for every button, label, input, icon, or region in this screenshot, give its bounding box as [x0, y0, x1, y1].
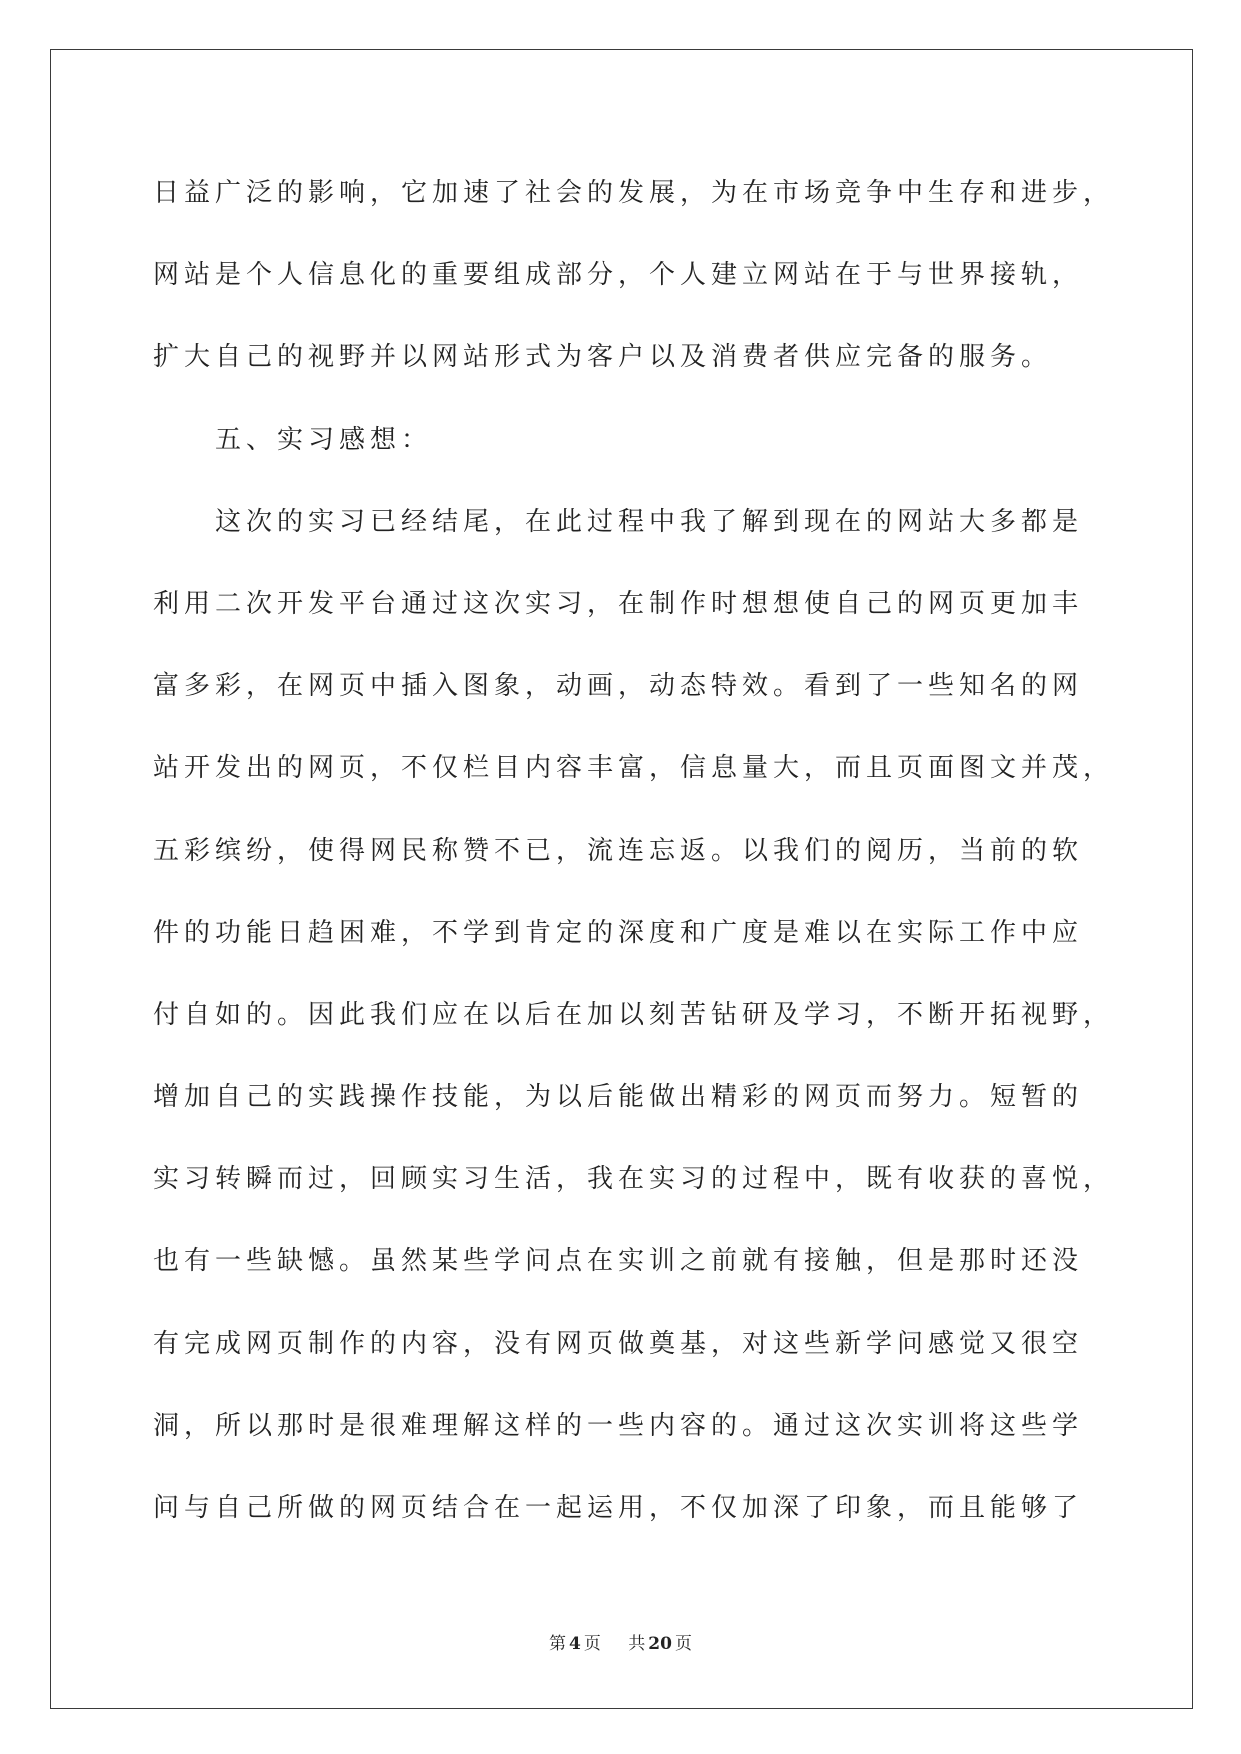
text-line: 有完成网页制作的内容，没有网页做奠基，对这些新学问感觉又很空 — [153, 1328, 1084, 1359]
total-prefix: 共 — [628, 1634, 646, 1654]
text-line: 五彩缤纷，使得网民称赞不已，流连忘返。以我们的阅历，当前的软 — [153, 835, 1084, 866]
text-line: 利用二次开发平台通过这次实习，在制作时想想使自己的网页更加丰 — [153, 588, 1084, 619]
text-line: 也有一些缺憾。虽然某些学问点在实训之前就有接触，但是那时还没 — [153, 1246, 1084, 1277]
text-line: 网站是个人信息化的重要组成部分，个人建立网站在于与世界接轨， — [153, 260, 1084, 291]
page-suffix: 页 — [583, 1634, 601, 1654]
text-line: 富多彩，在网页中插入图象，动画，动态特效。看到了一些知名的网 — [153, 671, 1084, 702]
text-line: 件的功能日趋困难，不学到肯定的深度和广度是难以在实际工作中应 — [153, 917, 1084, 948]
total-suffix: 页 — [674, 1634, 692, 1654]
total-pages-group — [628, 1634, 692, 1654]
text-line: 增加自己的实践操作技能，为以后能做出精彩的网页而努力。短暂的 — [153, 1082, 1084, 1113]
page-number-group — [549, 1634, 606, 1654]
section-heading: 五、实习感想： — [215, 424, 433, 455]
total-pages: 20 — [648, 1634, 672, 1654]
text-line: 站开发出的网页，不仅栏目内容丰富，信息量大，而且页面图文并茂， — [153, 753, 1115, 784]
text-line: 这次的实习已经结尾，在此过程中我了解到现在的网站大多都是 — [215, 506, 1084, 537]
text-line: 问与自己所做的网页结合在一起运用，不仅加深了印象，而且能够了 — [153, 1493, 1084, 1523]
page-footer — [0, 1631, 1241, 1657]
text-line: 洞，所以那时是很难理解这样的一些内容的。通过这次实训将这些学 — [153, 1410, 1084, 1441]
page-prefix: 第 — [549, 1634, 567, 1654]
body-text — [153, 152, 1173, 1549]
text-line: 扩大自己的视野并以网站形式为客户以及消费者供应完备的服务。 — [153, 342, 1053, 373]
page-number: 4 — [569, 1634, 581, 1654]
text-line: 日益广泛的影响，它加速了社会的发展，为在市场竞争中生存和进步， — [153, 178, 1115, 208]
text-line: 实习转瞬而过，回顾实习生活，我在实习的过程中，既有收获的喜悦， — [153, 1164, 1115, 1195]
text-line: 付自如的。因此我们应在以后在加以刻苦钻研及学习，不断开拓视野， — [153, 999, 1115, 1030]
